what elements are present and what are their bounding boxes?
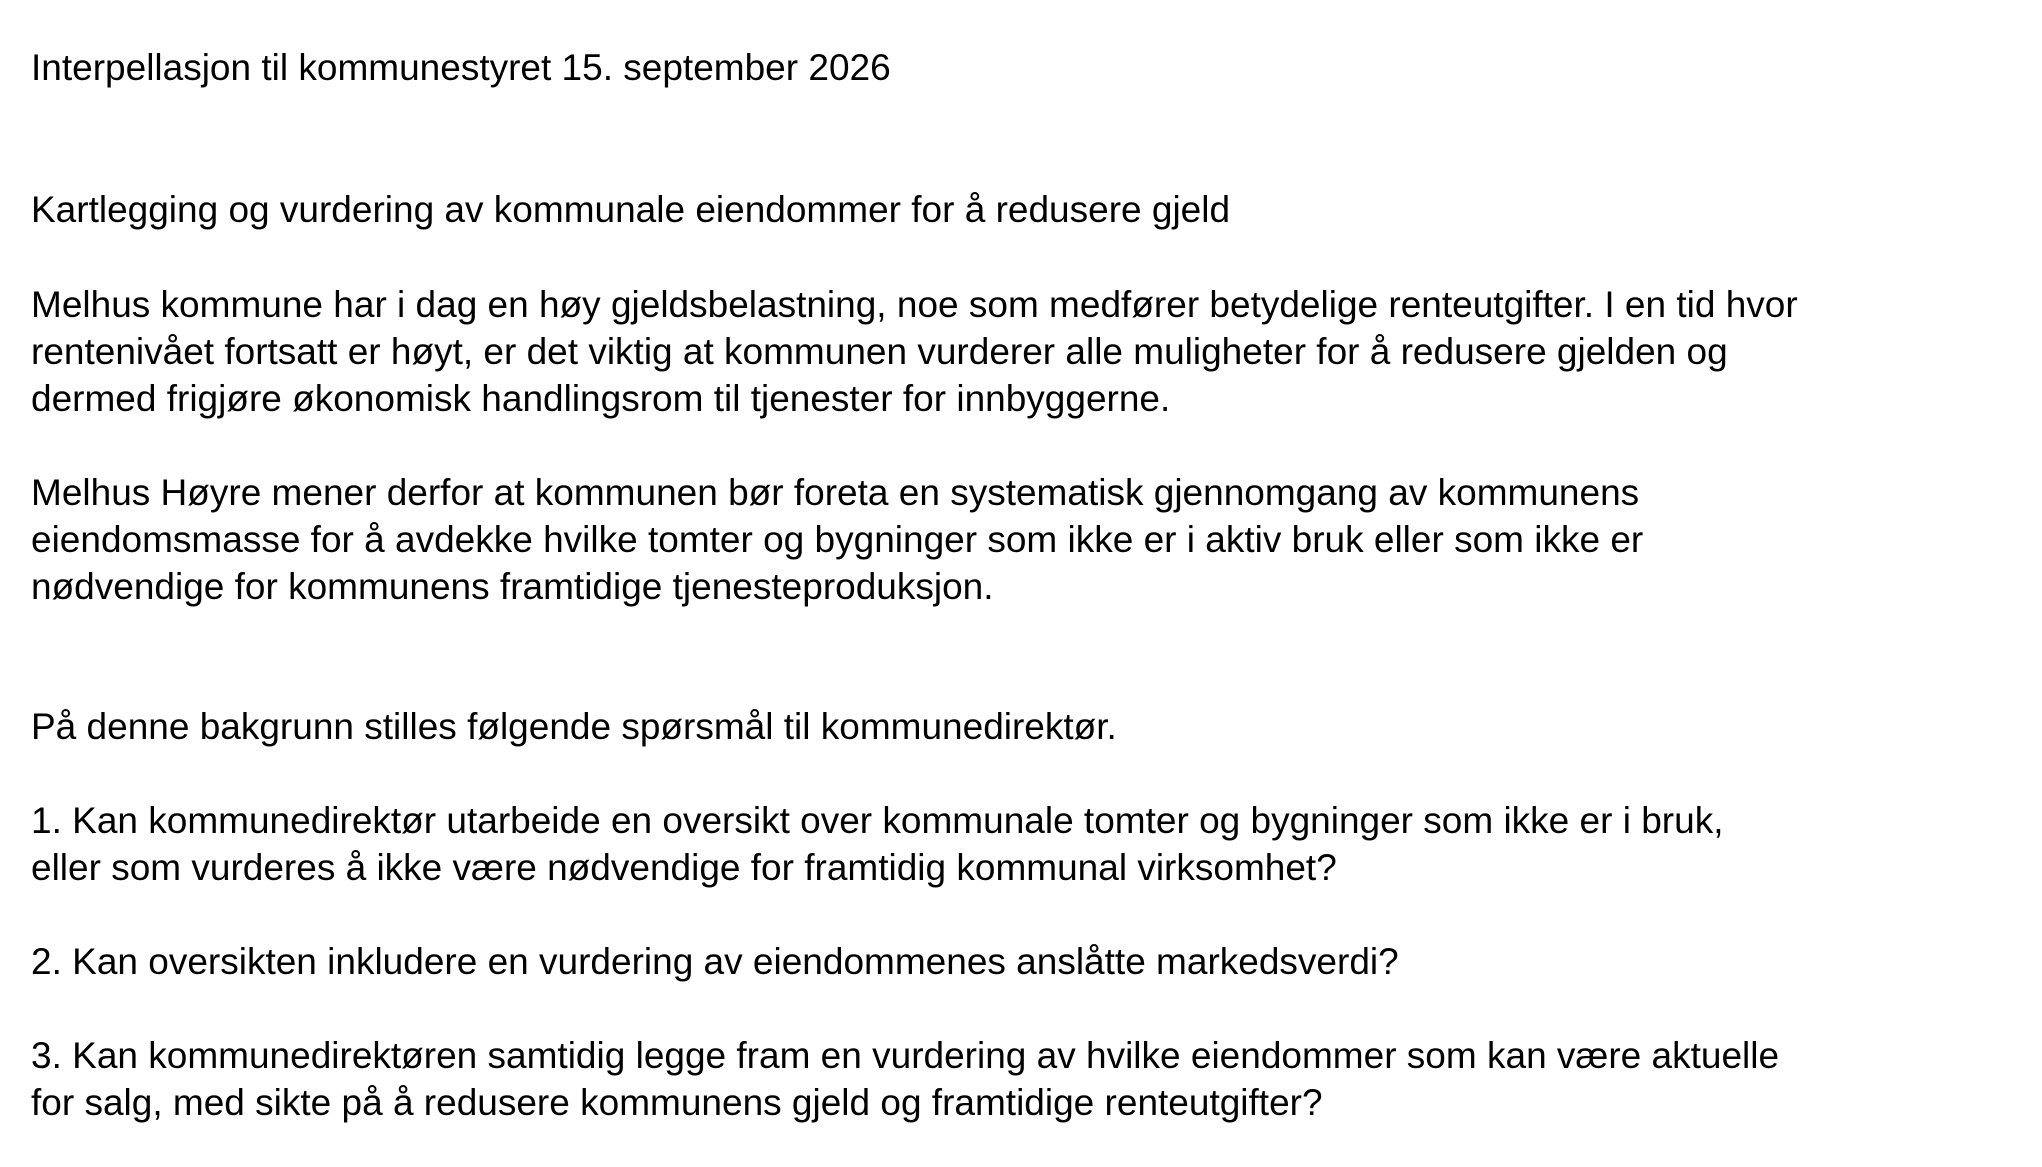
paragraph-2-line-3: nødvendige for kommunens framtidige tjenesteproduksjon. [31,566,994,607]
document-heading: Interpellasjon til kommunestyret 15. september 2026 [31,47,891,88]
question-3-line-1: 3. Kan kommunedirektøren samtidig legge fram en vurdering av hvilke eiendommer som kan være aktuelle [31,1035,1780,1076]
paragraph-2-line-2: eiendomsmasse for å avdekke hvilke tomter og bygninger som ikke er i aktiv bruk eller som ikke er [31,519,1644,560]
question-1-line-1: 1. Kan kommunedirektør utarbeide en oversikt over kommunale tomter og bygninger som ikke er i bruk, [31,800,1724,841]
paragraph-1-line-1: Melhus kommune har i dag en høy gjeldsbelastning, noe som medfører betydelige renteutgifter. I en tid hvor [31,284,1798,325]
question-2-line-1: 2. Kan oversikten inkludere en vurdering av eiendommenes anslåtte markedsverdi? [31,941,1399,982]
document-title: Kartlegging og vurdering av kommunale eiendommer for å redusere gjeld [31,189,1231,230]
paragraph-2-line-1: Melhus Høyre mener derfor at kommunen bør foreta en systematisk gjennomgang av kommunens [31,472,1640,513]
question-1-line-2: eller som vurderes å ikke være nødvendige for framtidig kommunal virksomhet? [31,847,1337,888]
paragraph-1-line-3: dermed frigjøre økonomisk handlingsrom til tjenester for innbyggerne. [31,378,1171,419]
question-3-line-2: for salg, med sikte på å redusere kommunens gjeld og framtidige renteutgifter? [31,1082,1323,1123]
questions-intro: På denne bakgrunn stilles følgende spørsmål til kommunedirektør. [31,706,1117,747]
paragraph-1-line-2: rentenivået fortsatt er høyt, er det viktig at kommunen vurderer alle muligheter for å redusere gjelden og [31,331,1728,372]
